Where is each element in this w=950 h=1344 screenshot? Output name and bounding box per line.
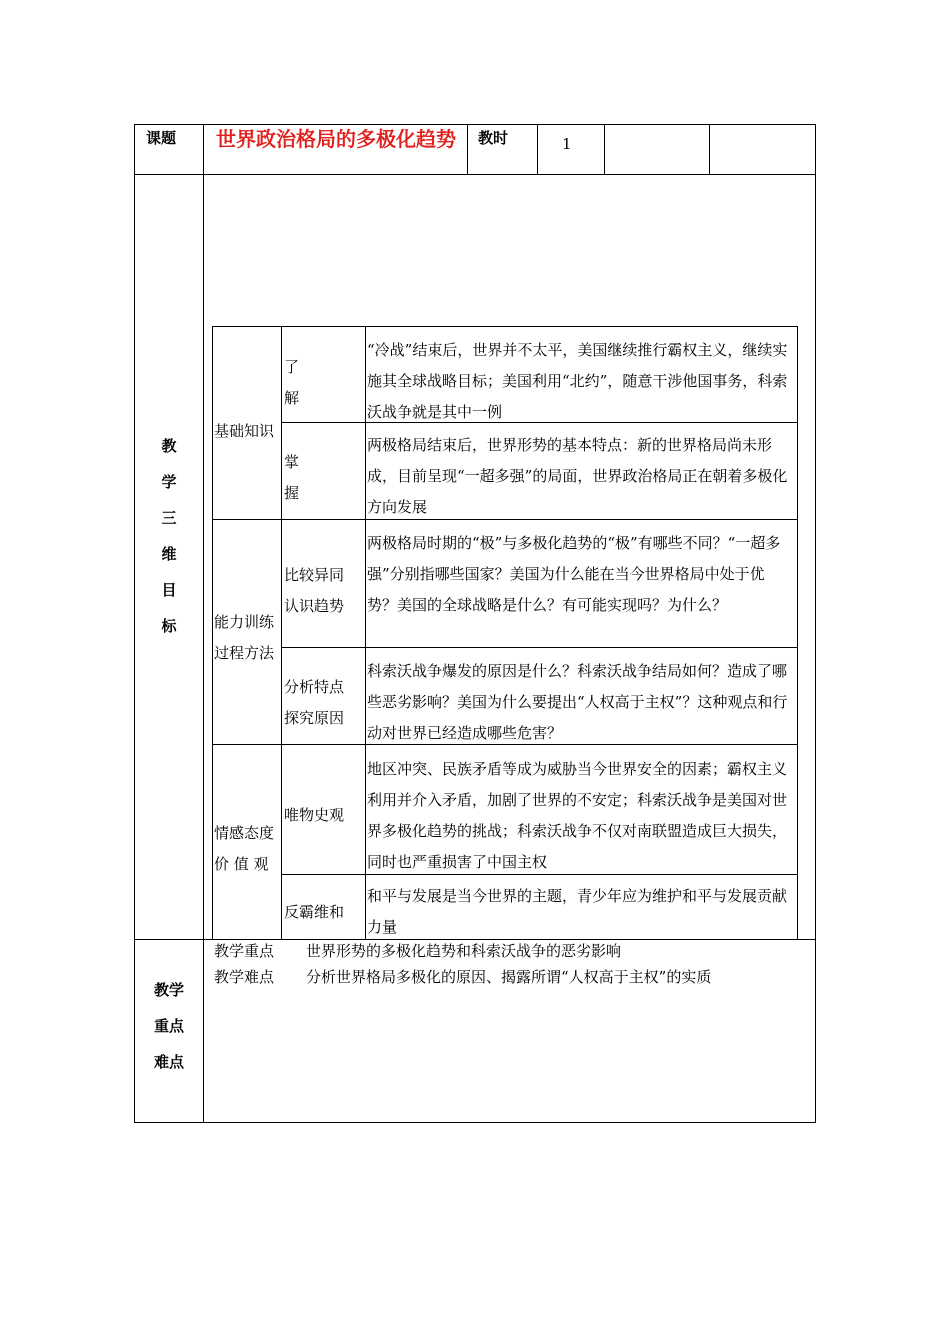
difficulty-label: 教学难点 — [214, 968, 275, 986]
header-divider-2 — [537, 124, 538, 175]
page-title: 世界政治格局的多极化趋势 — [216, 127, 456, 151]
group-name-ability: 能力训练 过程方法 — [214, 613, 275, 662]
inner-col-divider-1 — [281, 326, 282, 940]
objective-text-analyze: 科索沃战争爆发的原因是什么？科索沃战争结局如何？造成了哪些恶劣影响？美国为什么要提出“人权高于主权”？这种观点和行动对世界已经造成哪些危害？ — [367, 662, 788, 742]
header-divider-4 — [709, 124, 710, 175]
header-divider-1 — [467, 124, 468, 175]
sub-label-compare: 比较异同 认识趋势 — [284, 566, 345, 615]
objective-text-understand: “冷战”结束后，世界并不太平，美国继续推行霸权主义，继续实施其全球战略目标；美国利用“北约”，随意干涉他国事务，科索沃战争就是其中一例 — [367, 341, 788, 421]
objective-text-master: 两极格局结束后，世界形势的基本特点：新的世界格局尚未形成，目前呈现“一超多强”的局面，世界政治格局正在朝着多极化方向发展 — [367, 436, 788, 516]
hours-value: 1 — [562, 135, 572, 153]
objective-text-anti-hegemony: 和平与发展是当今世界的主题，青少年应为维护和平与发展贡献力量 — [367, 887, 788, 936]
hours-label: 教时 — [478, 129, 509, 147]
course-label: 课题 — [146, 129, 177, 147]
objectives-section-label: 教 学 三 维 目 标 — [161, 437, 177, 635]
sub-label-anti-hegemony: 反霸维和 — [284, 903, 345, 921]
group-name-emotion: 情感态度 价 值 观 — [214, 824, 275, 873]
objective-text-compare: 两极格局时期的“极”与多极化趋势的“极”有哪些不同？“一超多强”分别指哪些国家？美国为什么能在当今世界格局中处于优势？美国的全球战略是什么？有可能实现吗？为什么？ — [367, 534, 781, 614]
inner-right-border — [797, 326, 798, 940]
difficulty-text: 分析世界格局多极化的原因、揭露所谓“人权高于主权”的实质 — [306, 968, 712, 986]
outer-right-border — [815, 124, 816, 1123]
outer-bottom-border — [134, 1122, 816, 1123]
inner-col-divider-2 — [365, 326, 366, 940]
inner-left-border — [212, 326, 213, 940]
outer-top-border — [134, 124, 816, 125]
group-name-basic-knowledge: 基础知识 — [214, 422, 275, 440]
label-column-divider — [203, 124, 204, 1123]
key-points-section-label: 教学 重点 难点 — [153, 981, 184, 1071]
sub-label-master: 掌 握 — [284, 453, 300, 502]
header-divider-3 — [604, 124, 605, 175]
header-row-divider — [134, 174, 816, 175]
focus-label: 教学重点 — [214, 942, 275, 960]
row-divider-2 — [281, 647, 798, 648]
sub-label-materialism: 唯物史观 — [284, 806, 345, 824]
sub-label-analyze: 分析特点 探究原因 — [284, 678, 345, 727]
inner-top-border — [212, 326, 798, 327]
sub-label-understand: 了 解 — [284, 358, 300, 407]
outer-left-border — [134, 124, 135, 1123]
objective-text-materialism: 地区冲突、民族矛盾等成为威胁当今世界安全的因素；霸权主义利用并介入矛盾，加剧了世界的不安定；科索沃战争是美国对世界多极化趋势的挑战；科索沃战争不仅对南联盟造成巨大损失，同时也严重损害了中国主权 — [367, 760, 788, 871]
focus-text: 世界形势的多极化趋势和科索沃战争的恶劣影响 — [306, 942, 622, 960]
